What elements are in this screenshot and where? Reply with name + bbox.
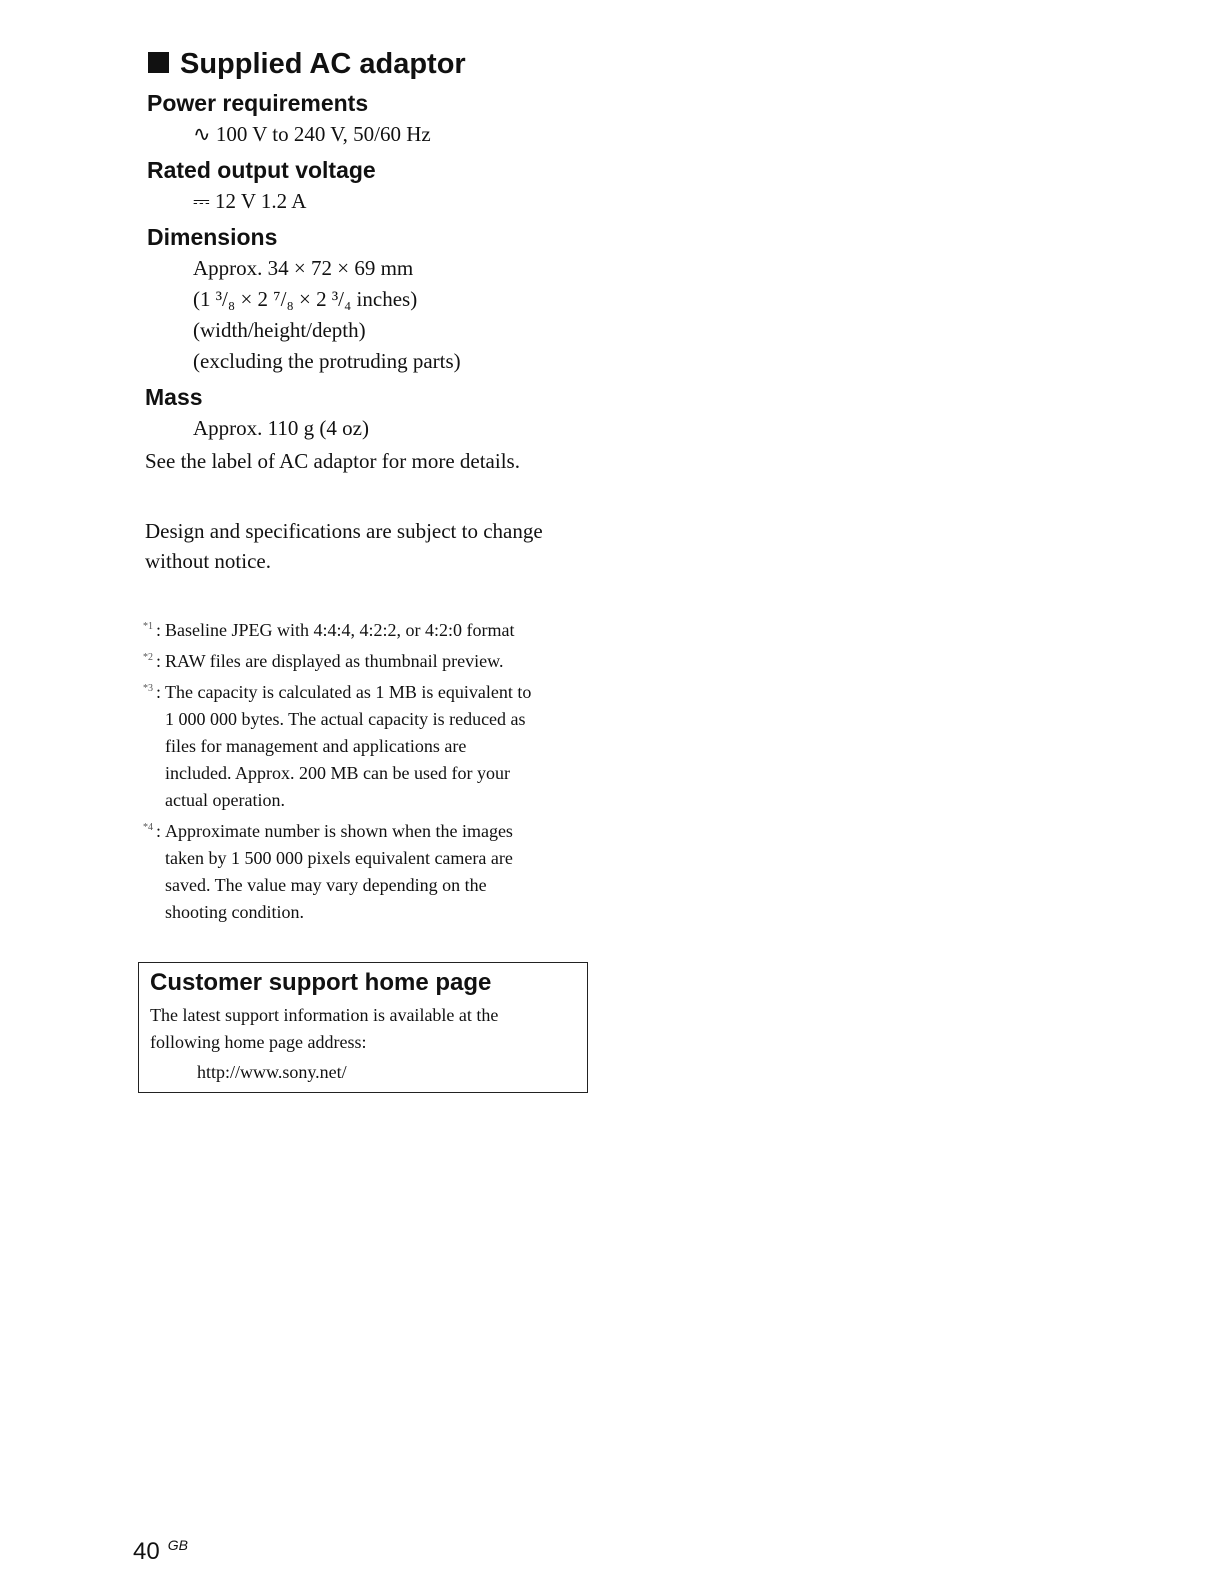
- footnote: *4 : Approximate number is shown when the images taken by 1 500 000 pixels equivalent camera are saved. The value may vary depending on the shooting condition.: [143, 818, 603, 926]
- footnote-text: RAW files are displayed as thumbnail preview.: [165, 651, 504, 671]
- dimensions-value-line: (1 ³/₈ × 2 ⁷/₈ × 2 ³/₄ inches): [193, 287, 418, 311]
- section-title-text: Supplied AC adaptor: [180, 48, 466, 80]
- section-bullet-icon: [148, 52, 169, 73]
- page-language-suffix: GB: [167, 1537, 188, 1553]
- page-number: [133, 1530, 188, 1567]
- footnote-mark: *1: [143, 621, 153, 632]
- dimensions-value-line: Approx. 34 × 72 × 69 mm: [193, 256, 414, 280]
- power-requirements-label: Power requirements: [147, 90, 369, 116]
- rated-output-voltage-value: ⎓ 12 V 1.2 A: [193, 189, 307, 213]
- footnote-mark: *4: [143, 822, 153, 833]
- customer-support-text: The latest support information is available at the following home page address:: [150, 1005, 499, 1052]
- section-title: [148, 46, 466, 82]
- dimensions-value-line: (excluding the protruding parts): [193, 349, 461, 373]
- footnotes-list: [143, 617, 603, 926]
- footnote-text: Baseline JPEG with 4:4:4, 4:2:2, or 4:2:0 format: [165, 620, 515, 640]
- power-requirements-value: ∿ 100 V to 240 V, 50/60 Hz: [193, 122, 431, 146]
- footnote-text: Approximate number is shown when the images taken by 1 500 000 pixels equivalent camera are saved. The value may vary depending on the shooting condition.: [165, 821, 513, 922]
- footnote-mark: *3: [143, 683, 153, 694]
- footnote: *3 : The capacity is calculated as 1 MB is equivalent to 1 000 000 bytes. The actual capacity is reduced as files for management and applications are included. Approx. 200 MB can be used for your actual operation.: [143, 679, 603, 814]
- adaptor-label-note: See the label of AC adaptor for more details.: [145, 449, 520, 473]
- footnote-mark: *2: [143, 652, 153, 663]
- disclaimer-line: without notice.: [145, 549, 271, 573]
- customer-support-title: Customer support home page: [150, 969, 492, 996]
- dimensions-value-line: (width/height/depth): [193, 318, 366, 342]
- mass-value: Approx. 110 g (4 oz): [193, 416, 369, 440]
- dimensions-label: Dimensions: [147, 224, 278, 250]
- customer-support-box: [138, 962, 588, 1093]
- footnote: *1 : Baseline JPEG with 4:4:4, 4:2:2, or 4:2:0 format: [143, 617, 603, 644]
- footnote: *2 : RAW files are displayed as thumbnail preview.: [143, 648, 603, 675]
- disclaimer-line: Design and specifications are subject to change: [145, 519, 543, 543]
- customer-support-url-link[interactable]: http://www.sony.net/: [197, 1062, 347, 1082]
- page-number-value: 40: [133, 1538, 160, 1565]
- rated-output-voltage-label: Rated output voltage: [147, 157, 376, 183]
- mass-label: Mass: [145, 384, 203, 410]
- footnote-text: The capacity is calculated as 1 MB is equivalent to 1 000 000 bytes. The actual capacity is reduced as files for management and applications are included. Approx. 200 MB can be used for your actual operation.: [165, 682, 532, 810]
